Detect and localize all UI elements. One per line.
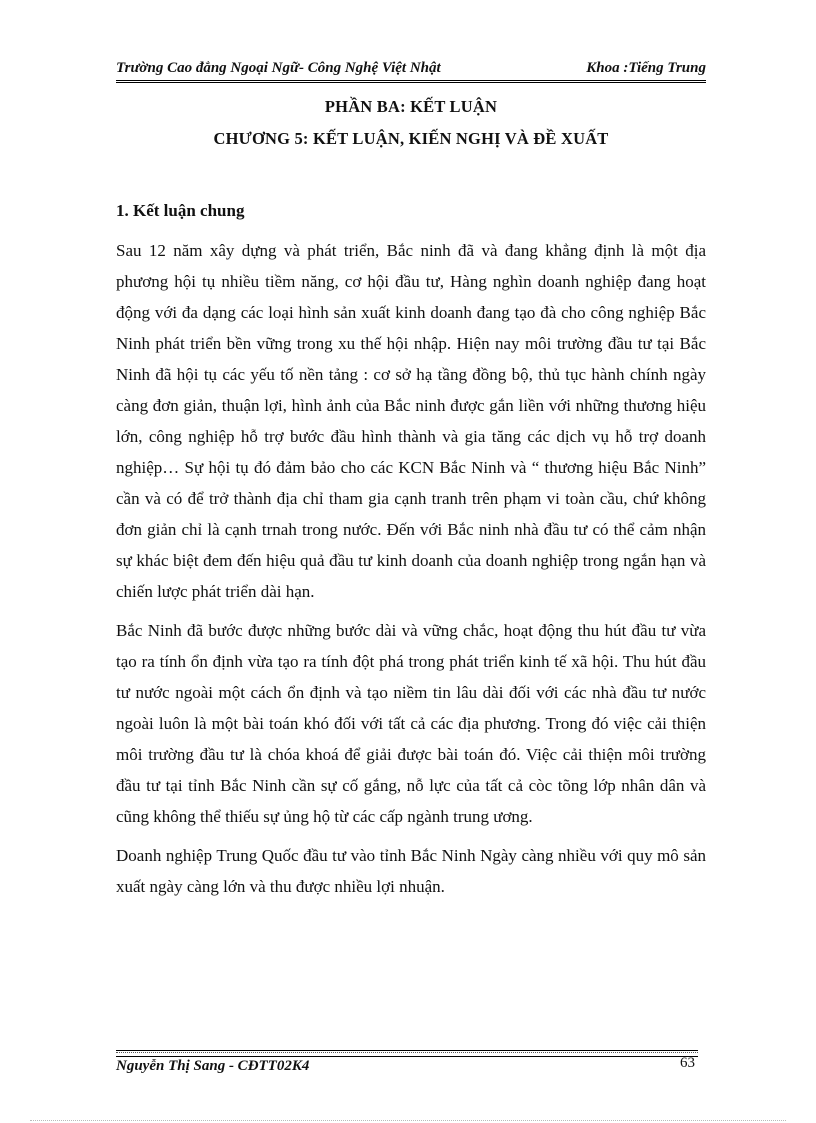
- page-header: [116, 58, 706, 83]
- part-title: PHẦN BA: KẾT LUẬN: [324, 97, 498, 116]
- header-school: Trường Cao đẳng Ngoại Ngữ- Công Nghệ Việt Nhật: [116, 60, 441, 76]
- page-bottom-divider: [30, 1120, 786, 1121]
- chapter-title: CHƯƠNG 5: KẾT LUẬN, KIẾN NGHỊ VÀ ĐỀ XUẤT: [213, 129, 609, 148]
- page-number: 63: [680, 1055, 695, 1071]
- paragraph-2: Bắc Ninh đã bước được những bước dài và vững chắc, hoạt động thu hút đầu tư vừa tạo ra tính ổn định vừa tạo ra tính đột phá trong phát triển kinh tế xã hội. Thu hút đầu tư nước ngoài một cách ổn định và tạo niềm tin lâu dài đối với các nhà đầu tư nước ngoài luôn là một bài toán khó đối với tất cả các địa phương. Trong đó việc cải thiện môi trường đầu tư là chóa khoá để giải được bài toán đó. Việc cải thiện môi trường đầu tư tại tỉnh Bắc Ninh cần sự cố gắng, nỗ lực của tất cả còc tõng lớp nhân dân và cũng không thể thiếu sự ủng hộ từ các cấp ngành trung ương.: [116, 621, 706, 826]
- section-heading: 1. Kết luận chung: [116, 201, 245, 220]
- paragraph-3: Doanh nghiệp Trung Quốc đầu tư vào tỉnh Bắc Ninh Ngày càng nhiều với quy mô sản xuất ngày càng lớn và thu được nhiều lợi nhuận.: [116, 846, 706, 896]
- header-faculty: Khoa :Tiếng Trung: [586, 60, 706, 76]
- body-text: [116, 235, 706, 910]
- title-block: [116, 97, 706, 149]
- footer-author: Nguyễn Thị Sang - CĐTT02K4: [116, 1058, 310, 1074]
- paragraph-1: Sau 12 năm xây dựng và phát triển, Bắc ninh đã và đang khẳng định là một địa phương hội tụ nhiều tiềm năng, cơ hội đầu tư, Hàng nghìn doanh nghiệp đang hoạt động với đa dạng các loại hình sản xuất kinh doanh đang tạo đà cho công nghiệp Bắc Ninh phát triển bền vững trong xu thế hội nhập. Hiện nay môi trường đầu tư tại Bắc Ninh đã hội tụ các yếu tố nền tảng : cơ sở hạ tầng đồng bộ, thủ tục hành chính ngày càng đơn giản, thuận lợi, hình ảnh của Bắc ninh được gắn liền với những thương hiệu lớn, công nghiệp hỗ trợ bước đầu hình thành và gia tăng các dịch vụ hỗ trợ doanh nghiệp… Sự hội tụ đó đảm bảo cho các KCN Bắc Ninh và “ thương hiệu Bắc Ninh” cần và có để trở thành địa chỉ tham gia cạnh tranh trên phạm vi toàn cầu, chứ không đơn giản chỉ là cạnh trnah trong nước. Đến với Bắc ninh nhà đầu tư có thể cảm nhận sự khác biệt đem đến hiệu quả đầu tư kinh doanh của doanh nghiệp trong ngắn hạn và chiến lược phát triển dài hạn.: [116, 241, 706, 601]
- footer-rule: [116, 1050, 698, 1057]
